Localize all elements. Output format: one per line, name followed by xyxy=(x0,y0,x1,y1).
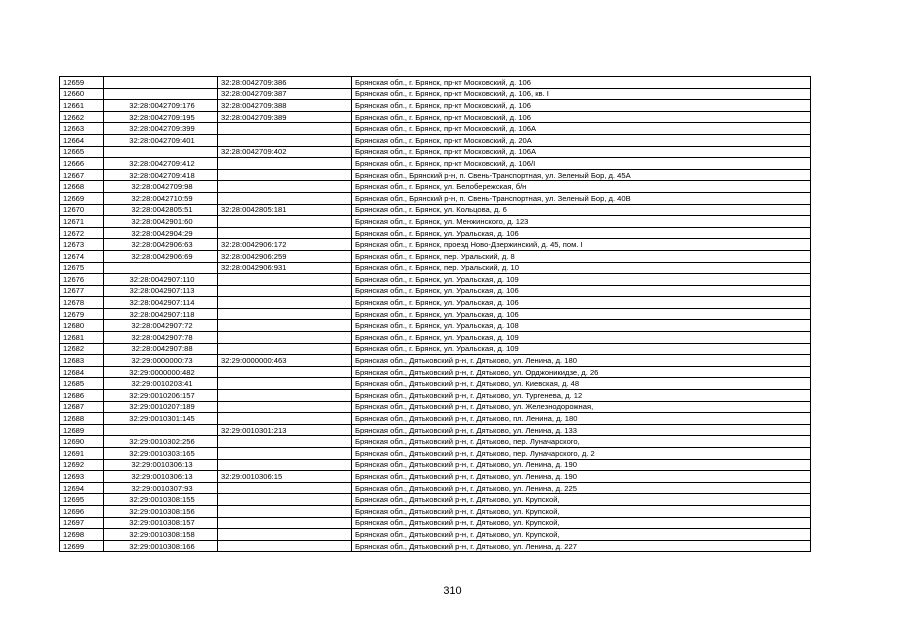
object-cadastral-number-cell xyxy=(218,169,352,181)
object-cadastral-number-cell xyxy=(218,134,352,146)
land-cadastral-number-cell: 32:28:0042907:114 xyxy=(104,297,218,309)
table-row xyxy=(60,540,811,552)
land-cadastral-number-cell: 32:28:0042906:69 xyxy=(104,250,218,262)
table-row xyxy=(60,517,811,529)
table-row xyxy=(60,332,811,344)
land-cadastral-number-cell: 32:29:0010308:155 xyxy=(104,494,218,506)
land-cadastral-number-cell xyxy=(104,88,218,100)
object-cadastral-number-cell: 32:28:0042709:386 xyxy=(218,77,352,89)
table-body xyxy=(60,77,811,552)
table-row xyxy=(60,169,811,181)
table-row xyxy=(60,424,811,436)
address-cell: Брянская обл., Брянский р-н, п. Свень-Транспортная, ул. Зеленый Бор, д. 45А xyxy=(352,169,811,181)
record-number-cell: 12682 xyxy=(60,343,104,355)
land-cadastral-number-cell: 32:28:0042710:59 xyxy=(104,192,218,204)
table-row xyxy=(60,436,811,448)
record-number-cell: 12664 xyxy=(60,134,104,146)
object-cadastral-number-cell xyxy=(218,482,352,494)
land-cadastral-number-cell: 32:28:0042709:401 xyxy=(104,134,218,146)
record-number-cell: 12660 xyxy=(60,88,104,100)
land-cadastral-number-cell: 32:29:0010302:256 xyxy=(104,436,218,448)
object-cadastral-number-cell: 32:28:0042906:931 xyxy=(218,262,352,274)
record-number-cell: 12670 xyxy=(60,204,104,216)
record-number-cell: 12684 xyxy=(60,366,104,378)
table-row xyxy=(60,227,811,239)
object-cadastral-number-cell xyxy=(218,123,352,135)
record-number-cell: 12674 xyxy=(60,250,104,262)
address-cell: Брянская обл., Брянский р-н, п. Свень-Транспортная, ул. Зеленый Бор, д. 40В xyxy=(352,192,811,204)
object-cadastral-number-cell xyxy=(218,459,352,471)
record-number-cell: 12668 xyxy=(60,181,104,193)
land-cadastral-number-cell: 32:29:0010303:165 xyxy=(104,448,218,460)
address-cell: Брянская обл., г. Брянск, ул. Уральская, д. 106 xyxy=(352,297,811,309)
object-cadastral-number-cell xyxy=(218,227,352,239)
object-cadastral-number-cell: 32:28:0042709:402 xyxy=(218,146,352,158)
object-cadastral-number-cell: 32:28:0042906:259 xyxy=(218,250,352,262)
address-cell: Брянская обл., г. Брянск, ул. Уральская, д. 109 xyxy=(352,332,811,344)
land-cadastral-number-cell: 32:28:0042709:399 xyxy=(104,123,218,135)
address-cell: Брянская обл., Дятьковский р-н, г. Дятьково, ул. Крупской, xyxy=(352,505,811,517)
address-cell: Брянская обл., г. Брянск, пр-кт Московский, д. 106А xyxy=(352,146,811,158)
object-cadastral-number-cell xyxy=(218,401,352,413)
table-row xyxy=(60,146,811,158)
table-row xyxy=(60,448,811,460)
record-number-cell: 12688 xyxy=(60,413,104,425)
record-number-cell: 12687 xyxy=(60,401,104,413)
record-number-cell: 12662 xyxy=(60,111,104,123)
land-cadastral-number-cell xyxy=(104,77,218,89)
address-cell: Брянская обл., Дятьковский р-н, г. Дятьково, ул. Тургенева, д. 12 xyxy=(352,390,811,402)
table-row xyxy=(60,390,811,402)
land-cadastral-number-cell: 32:28:0042805:51 xyxy=(104,204,218,216)
record-number-cell: 12672 xyxy=(60,227,104,239)
land-cadastral-number-cell: 32:29:0010308:158 xyxy=(104,529,218,541)
record-number-cell: 12690 xyxy=(60,436,104,448)
record-number-cell: 12675 xyxy=(60,262,104,274)
address-cell: Брянская обл., г. Брянск, проезд Ново-Дзержинский, д. 45, пом. I xyxy=(352,239,811,251)
land-cadastral-number-cell: 32:29:0010206:157 xyxy=(104,390,218,402)
table-row xyxy=(60,343,811,355)
record-number-cell: 12665 xyxy=(60,146,104,158)
land-cadastral-number-cell: 32:29:0010301:145 xyxy=(104,413,218,425)
record-number-cell: 12697 xyxy=(60,517,104,529)
object-cadastral-number-cell xyxy=(218,517,352,529)
land-cadastral-number-cell: 32:29:0010207:189 xyxy=(104,401,218,413)
object-cadastral-number-cell xyxy=(218,274,352,286)
object-cadastral-number-cell xyxy=(218,436,352,448)
table-row xyxy=(60,482,811,494)
object-cadastral-number-cell xyxy=(218,343,352,355)
page-number: 310 xyxy=(443,585,462,597)
object-cadastral-number-cell xyxy=(218,366,352,378)
table-row xyxy=(60,250,811,262)
object-cadastral-number-cell xyxy=(218,192,352,204)
table-row xyxy=(60,239,811,251)
record-number-cell: 12661 xyxy=(60,100,104,112)
address-cell: Брянская обл., г. Брянск, пр-кт Московский, д. 20А xyxy=(352,134,811,146)
object-cadastral-number-cell xyxy=(218,494,352,506)
record-number-cell: 12673 xyxy=(60,239,104,251)
record-number-cell: 12659 xyxy=(60,77,104,89)
table-row xyxy=(60,192,811,204)
land-cadastral-number-cell: 32:29:0000000:73 xyxy=(104,355,218,367)
address-cell: Брянская обл., Дятьковский р-н, г. Дятьково, пл. Ленина, д. 180 xyxy=(352,413,811,425)
land-cadastral-number-cell: 32:29:0010307:93 xyxy=(104,482,218,494)
address-cell: Брянская обл., Дятьковский р-н, г. Дятьково, ул. Орджоникидзе, д. 26 xyxy=(352,366,811,378)
table-row xyxy=(60,471,811,483)
land-cadastral-number-cell: 32:28:0042709:98 xyxy=(104,181,218,193)
land-cadastral-number-cell: 32:28:0042907:118 xyxy=(104,308,218,320)
address-cell: Брянская обл., Дятьковский р-н, г. Дятьково, пер. Луначарского, xyxy=(352,436,811,448)
record-number-cell: 12694 xyxy=(60,482,104,494)
address-cell: Брянская обл., г. Брянск, ул. Уральская, д. 106 xyxy=(352,308,811,320)
land-cadastral-number-cell: 32:29:0000000:482 xyxy=(104,366,218,378)
table-row xyxy=(60,413,811,425)
address-cell: Брянская обл., Дятьковский р-н, г. Дятьково, ул. Ленина, д. 227 xyxy=(352,540,811,552)
land-cadastral-number-cell: 32:29:0010306:13 xyxy=(104,459,218,471)
address-cell: Брянская обл., г. Брянск, пр-кт Московский, д. 106 xyxy=(352,111,811,123)
object-cadastral-number-cell: 32:28:0042709:388 xyxy=(218,100,352,112)
table-row xyxy=(60,297,811,309)
record-number-cell: 12671 xyxy=(60,216,104,228)
land-cadastral-number-cell: 32:28:0042906:63 xyxy=(104,239,218,251)
land-cadastral-number-cell: 32:28:0042709:176 xyxy=(104,100,218,112)
land-cadastral-number-cell xyxy=(104,146,218,158)
land-cadastral-number-cell: 32:29:0010308:156 xyxy=(104,505,218,517)
address-cell: Брянская обл., г. Брянск, пр-кт Московский, д. 106 xyxy=(352,77,811,89)
address-cell: Брянская обл., г. Брянск, ул. Уральская, д. 106 xyxy=(352,285,811,297)
land-cadastral-number-cell xyxy=(104,424,218,436)
table-row xyxy=(60,262,811,274)
land-cadastral-number-cell: 32:28:0042709:412 xyxy=(104,158,218,170)
record-number-cell: 12696 xyxy=(60,505,104,517)
land-cadastral-number-cell: 32:28:0042907:72 xyxy=(104,320,218,332)
object-cadastral-number-cell xyxy=(218,181,352,193)
table-row xyxy=(60,308,811,320)
address-cell: Брянская обл., Дятьковский р-н, г. Дятьково, ул. Крупской, xyxy=(352,494,811,506)
land-cadastral-number-cell: 32:29:0010306:13 xyxy=(104,471,218,483)
property-registry-table xyxy=(59,76,811,552)
object-cadastral-number-cell: 32:28:0042709:389 xyxy=(218,111,352,123)
object-cadastral-number-cell xyxy=(218,540,352,552)
record-number-cell: 12683 xyxy=(60,355,104,367)
table-row xyxy=(60,181,811,193)
record-number-cell: 12669 xyxy=(60,192,104,204)
record-number-cell: 12693 xyxy=(60,471,104,483)
table-row xyxy=(60,204,811,216)
table-row xyxy=(60,378,811,390)
land-cadastral-number-cell: 32:28:0042901:60 xyxy=(104,216,218,228)
object-cadastral-number-cell xyxy=(218,448,352,460)
table-row xyxy=(60,100,811,112)
address-cell: Брянская обл., г. Брянск, ул. Белобережская, б/н xyxy=(352,181,811,193)
table-row xyxy=(60,134,811,146)
record-number-cell: 12677 xyxy=(60,285,104,297)
object-cadastral-number-cell: 32:28:0042906:172 xyxy=(218,239,352,251)
table-row xyxy=(60,494,811,506)
address-cell: Брянская обл., г. Брянск, пер. Уральский, д. 10 xyxy=(352,262,811,274)
table-row xyxy=(60,529,811,541)
object-cadastral-number-cell xyxy=(218,505,352,517)
address-cell: Брянская обл., Дятьковский р-н, г. Дятьково, ул. Крупской, xyxy=(352,529,811,541)
address-cell: Брянская обл., г. Брянск, пер. Уральский, д. 8 xyxy=(352,250,811,262)
land-cadastral-number-cell: 32:29:0010203:41 xyxy=(104,378,218,390)
address-cell: Брянская обл., Дятьковский р-н, г. Дятьково, ул. Ленина, д. 190 xyxy=(352,459,811,471)
land-cadastral-number-cell: 32:28:0042907:88 xyxy=(104,343,218,355)
table-row xyxy=(60,123,811,135)
address-cell: Брянская обл., Дятьковский р-н, г. Дятьково, ул. Ленина, д. 180 xyxy=(352,355,811,367)
land-cadastral-number-cell xyxy=(104,262,218,274)
land-cadastral-number-cell: 32:28:0042907:78 xyxy=(104,332,218,344)
address-cell: Брянская обл., г. Брянск, ул. Кольцова, д. 6 xyxy=(352,204,811,216)
address-cell: Брянская обл., г. Брянск, пр-кт Московский, д. 106 xyxy=(352,100,811,112)
record-number-cell: 12691 xyxy=(60,448,104,460)
land-cadastral-number-cell: 32:28:0042904:29 xyxy=(104,227,218,239)
record-number-cell: 12698 xyxy=(60,529,104,541)
record-number-cell: 12692 xyxy=(60,459,104,471)
address-cell: Брянская обл., Дятьковский р-н, г. Дятьково, ул. Ленина, д. 190 xyxy=(352,471,811,483)
object-cadastral-number-cell xyxy=(218,158,352,170)
address-cell: Брянская обл., г. Брянск, ул. Уральская, д. 108 xyxy=(352,320,811,332)
object-cadastral-number-cell: 32:28:0042805:181 xyxy=(218,204,352,216)
record-number-cell: 12663 xyxy=(60,123,104,135)
record-number-cell: 12666 xyxy=(60,158,104,170)
record-number-cell: 12681 xyxy=(60,332,104,344)
land-cadastral-number-cell: 32:28:0042907:113 xyxy=(104,285,218,297)
record-number-cell: 12676 xyxy=(60,274,104,286)
table-row xyxy=(60,505,811,517)
object-cadastral-number-cell xyxy=(218,390,352,402)
address-cell: Брянская обл., Дятьковский р-н, г. Дятьково, ул. Ленина, д. 225 xyxy=(352,482,811,494)
record-number-cell: 12699 xyxy=(60,540,104,552)
table-row xyxy=(60,366,811,378)
address-cell: Брянская обл., Дятьковский р-н, г. Дятьково, ул. Железнодорожная, xyxy=(352,401,811,413)
object-cadastral-number-cell xyxy=(218,285,352,297)
table-row xyxy=(60,158,811,170)
address-cell: Брянская обл., Дятьковский р-н, г. Дятьково, пер. Луначарского, д. 2 xyxy=(352,448,811,460)
land-cadastral-number-cell: 32:28:0042709:418 xyxy=(104,169,218,181)
table-row xyxy=(60,401,811,413)
table-row xyxy=(60,216,811,228)
record-number-cell: 12685 xyxy=(60,378,104,390)
record-number-cell: 12680 xyxy=(60,320,104,332)
object-cadastral-number-cell xyxy=(218,378,352,390)
table-row xyxy=(60,355,811,367)
address-cell: Брянская обл., г. Брянск, ул. Уральская, д. 109 xyxy=(352,274,811,286)
object-cadastral-number-cell: 32:28:0042709:387 xyxy=(218,88,352,100)
address-cell: Брянская обл., г. Брянск, ул. Уральская, д. 106 xyxy=(352,227,811,239)
object-cadastral-number-cell xyxy=(218,216,352,228)
table-row xyxy=(60,320,811,332)
land-cadastral-number-cell: 32:28:0042907:110 xyxy=(104,274,218,286)
address-cell: Брянская обл., г. Брянск, ул. Уральская, д. 109 xyxy=(352,343,811,355)
address-cell: Брянская обл., г. Брянск, ул. Менжинского, д. 123 xyxy=(352,216,811,228)
object-cadastral-number-cell: 32:29:0010306:15 xyxy=(218,471,352,483)
object-cadastral-number-cell xyxy=(218,320,352,332)
object-cadastral-number-cell xyxy=(218,413,352,425)
address-cell: Брянская обл., г. Брянск, пр-кт Московский, д. 106А xyxy=(352,123,811,135)
object-cadastral-number-cell: 32:29:0000000:463 xyxy=(218,355,352,367)
record-number-cell: 12667 xyxy=(60,169,104,181)
object-cadastral-number-cell: 32:29:0010301:213 xyxy=(218,424,352,436)
object-cadastral-number-cell xyxy=(218,297,352,309)
address-cell: Брянская обл., г. Брянск, пр-кт Московский, д. 106, кв. I xyxy=(352,88,811,100)
address-cell: Брянская обл., Дятьковский р-н, г. Дятьково, ул. Крупской, xyxy=(352,517,811,529)
table-row xyxy=(60,459,811,471)
record-number-cell: 12689 xyxy=(60,424,104,436)
object-cadastral-number-cell xyxy=(218,332,352,344)
object-cadastral-number-cell xyxy=(218,308,352,320)
land-cadastral-number-cell: 32:29:0010308:166 xyxy=(104,540,218,552)
table-row xyxy=(60,285,811,297)
record-number-cell: 12695 xyxy=(60,494,104,506)
table-row xyxy=(60,88,811,100)
object-cadastral-number-cell xyxy=(218,529,352,541)
record-number-cell: 12686 xyxy=(60,390,104,402)
table-row xyxy=(60,111,811,123)
address-cell: Брянская обл., Дятьковский р-н, г. Дятьково, ул. Киевская, д. 48 xyxy=(352,378,811,390)
record-number-cell: 12679 xyxy=(60,308,104,320)
address-cell: Брянская обл., г. Брянск, пр-кт Московский, д. 106/I xyxy=(352,158,811,170)
land-cadastral-number-cell: 32:29:0010308:157 xyxy=(104,517,218,529)
address-cell: Брянская обл., Дятьковский р-н, г. Дятьково, ул. Ленина, д. 133 xyxy=(352,424,811,436)
record-number-cell: 12678 xyxy=(60,297,104,309)
land-cadastral-number-cell: 32:28:0042709:195 xyxy=(104,111,218,123)
table-row xyxy=(60,274,811,286)
table-row xyxy=(60,77,811,89)
